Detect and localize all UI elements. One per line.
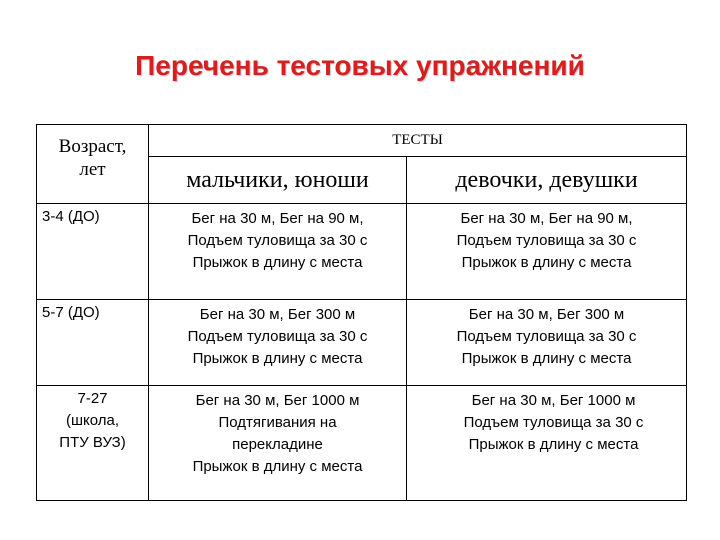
age-line: 5-7 (ДО): [42, 304, 100, 322]
header-age: [37, 125, 149, 204]
test-line: Подъем туловища за 30 с: [187, 232, 368, 250]
girls-tests-cell: [407, 204, 687, 300]
header-age-line: Возраст,: [58, 136, 127, 157]
age-cell: [37, 204, 149, 300]
age-line: 7-27: [77, 390, 108, 408]
age-line: ПТУ ВУЗ): [59, 434, 126, 452]
test-line: Бег на 30 м, Бег 300 м: [199, 306, 356, 324]
tests-table-wrapper: [36, 124, 686, 501]
header-age-line: лет: [79, 159, 106, 180]
table-row: [37, 300, 687, 386]
age-cell: [37, 386, 149, 501]
slide-title: Перечень тестовых упражнений: [135, 50, 585, 81]
age-line: (школа,: [65, 412, 120, 430]
test-line: Бег на 30 м, Бег на 90 м,: [460, 210, 633, 228]
test-line: Бег на 30 м, Бег 1000 м: [471, 392, 636, 410]
test-line: Бег на 30 м, Бег 1000 м: [195, 392, 360, 410]
table-row: [37, 204, 687, 300]
test-line: Прыжок в длину с места: [461, 350, 632, 368]
table-row: [37, 386, 687, 501]
test-line: Подъем туловища за 30 с: [456, 328, 637, 346]
header-girls: девочки, девушки: [407, 157, 687, 204]
test-line: Бег на 30 м, Бег на 90 м,: [191, 210, 364, 228]
test-line: Подъем туловища за 30 с: [456, 232, 637, 250]
age-cell: [37, 300, 149, 386]
test-line: Прыжок в длину с места: [192, 350, 363, 368]
boys-tests-cell: [149, 300, 407, 386]
girls-tests-cell: [407, 300, 687, 386]
tests-table: [36, 124, 687, 501]
test-line: Прыжок в длину с места: [468, 436, 639, 454]
test-line: Подъем туловища за 30 с: [187, 328, 368, 346]
test-line: Прыжок в длину с места: [192, 458, 363, 476]
test-line: перекладине: [232, 436, 323, 454]
test-line: Бег на 30 м, Бег 300 м: [468, 306, 625, 324]
boys-tests-cell: [149, 386, 407, 501]
test-line: Подъем туловища за 30 с: [463, 414, 644, 432]
header-boys: мальчики, юноши: [149, 157, 407, 204]
age-line: 3-4 (ДО): [42, 208, 100, 226]
header-tests: ТЕСТЫ: [149, 125, 687, 157]
boys-tests-cell: [149, 204, 407, 300]
test-line: Прыжок в длину с места: [461, 254, 632, 272]
test-line: Подтягивания на: [218, 414, 337, 432]
girls-tests-cell: [407, 386, 687, 501]
test-line: Прыжок в длину с места: [192, 254, 363, 272]
